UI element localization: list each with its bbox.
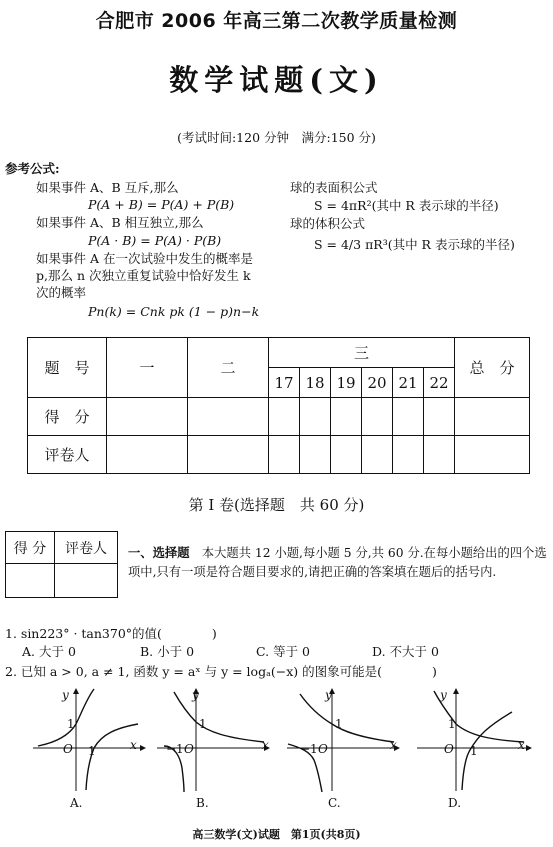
formula-left-line: P(A · B) = P(A) · P(B) <box>88 233 222 248</box>
graph-b-tick-x: −1 <box>166 742 184 756</box>
formula-left-line: 如果事件 A、B 相互独立,那么 <box>36 215 204 230</box>
formula-right-line: S = 4/3 πR³(其中 R 表示球的半径) <box>314 237 515 252</box>
grader-cell[interactable] <box>107 436 188 474</box>
exam-header-title: 合肥市 2006 年高三第二次教学质量检测 <box>95 10 458 32</box>
formula-left-line: 如果事件 A 在一次试验中发生的概率是 <box>36 251 253 266</box>
score-cell[interactable] <box>362 398 393 436</box>
graph-d-label: D. <box>448 796 462 810</box>
graph-d-tick-y: 1 <box>448 717 456 731</box>
score-cell[interactable] <box>300 398 331 436</box>
question-2-stem: 2. 已知 a > 0, a ≠ 1, 函数 y = aˣ 与 y = logₐ(−x) 的图象可能是( ) <box>5 664 437 679</box>
graph-b-x-axis-label: x <box>262 738 269 752</box>
score-cell[interactable] <box>331 398 362 436</box>
score-table <box>27 337 530 474</box>
exam-info: (考试时间:120 分钟 满分:150 分) <box>177 130 376 145</box>
formula-right-line: 球的表面积公式 <box>290 180 378 195</box>
page-footer: 高三数学(文)试题 第1页(共8页) <box>192 828 361 841</box>
instructions-block <box>128 543 548 582</box>
formula-left-line: 次的概率 <box>36 285 87 300</box>
question-1-option-c: C. 等于 0 <box>256 644 310 659</box>
grader-cell[interactable] <box>188 436 269 474</box>
formula-left-line: p,那么 n 次独立重复试验中恰好发生 k <box>36 268 251 283</box>
question-1-option-d: D. 不大于 0 <box>372 644 439 659</box>
sub-col-header: 18 <box>300 368 331 398</box>
row-header-question-number: 题 号 <box>28 338 107 398</box>
score-cell[interactable] <box>188 398 269 436</box>
formula-right-line: 球的体积公式 <box>290 216 366 231</box>
question-1-option-a: A. 大于 0 <box>22 644 76 659</box>
subject-title: 数学试题(文) <box>169 63 384 97</box>
grader-box <box>5 531 118 598</box>
col-header-part1: 一 <box>107 338 188 398</box>
graph-b-tick-y: 1 <box>199 717 207 731</box>
formula-right-line: S = 4πR²(其中 R 表示球的半径) <box>314 198 499 213</box>
grader-cell[interactable] <box>424 436 455 474</box>
section-title: 第 I 卷(选择题 共 60 分) <box>188 496 365 514</box>
grader-box-score-cell[interactable] <box>6 564 55 598</box>
graph-d-origin: O <box>444 742 454 756</box>
grader-cell[interactable] <box>393 436 424 474</box>
score-cell[interactable] <box>393 398 424 436</box>
instructions-label: 一、选择题 <box>128 545 190 560</box>
graph-c-tick-y: 1 <box>335 717 343 731</box>
graph-a-y-axis-label: y <box>62 688 69 702</box>
question-1-option-b: B. 小于 0 <box>140 644 195 659</box>
col-header-total: 总 分 <box>455 338 530 398</box>
formula-left-line: 如果事件 A、B 互斥,那么 <box>36 180 179 195</box>
grader-cell[interactable] <box>331 436 362 474</box>
graph-c-x-axis-label: x <box>390 738 397 752</box>
sub-col-header: 21 <box>393 368 424 398</box>
col-header-part3: 三 <box>269 338 455 368</box>
sub-col-header: 20 <box>362 368 393 398</box>
score-cell[interactable] <box>269 398 300 436</box>
graph-c-label: C. <box>328 796 341 810</box>
graph-b-y-axis-label: y <box>192 688 199 702</box>
grader-cell[interactable] <box>300 436 331 474</box>
graph-c-tick-x: −1 <box>300 742 318 756</box>
graph-a-tick-x: 1 <box>88 744 96 758</box>
graph-d-y-axis-label: y <box>440 688 447 702</box>
question-1-stem: 1. sin223° · tan370°的值( ) <box>5 626 217 641</box>
formula-left-line: P(A + B) = P(A) + P(B) <box>88 197 235 212</box>
score-cell[interactable] <box>424 398 455 436</box>
graph-d-x-axis-label: x <box>518 738 525 752</box>
row-header-score: 得 分 <box>28 398 107 436</box>
score-cell[interactable] <box>107 398 188 436</box>
graph-a-tick-y: 1 <box>67 717 75 731</box>
graph-c-origin: O <box>318 742 328 756</box>
graph-c-y-axis-label: y <box>325 688 332 702</box>
graph-b-label: B. <box>196 796 209 810</box>
grader-cell[interactable] <box>362 436 393 474</box>
grader-box-grader-label: 评卷人 <box>55 532 118 564</box>
grader-cell[interactable] <box>455 436 530 474</box>
score-cell[interactable] <box>455 398 530 436</box>
graph-b-origin: O <box>184 742 194 756</box>
graph-b <box>152 686 272 796</box>
sub-col-header: 19 <box>331 368 362 398</box>
col-header-part2: 二 <box>188 338 269 398</box>
grader-cell[interactable] <box>269 436 300 474</box>
graph-c <box>282 686 402 796</box>
grader-box-score-label: 得 分 <box>6 532 55 564</box>
grader-box-grader-cell[interactable] <box>55 564 118 598</box>
instructions-text: 本大题共 12 小题,每小题 5 分,共 60 分.在每小题给出的四个选项中,只有一项是符合题目要求的,请把正确的答案填在题后的括号内. <box>128 546 547 579</box>
graph-d-tick-x: 1 <box>470 744 478 758</box>
graph-a-x-axis-label: x <box>130 738 137 752</box>
formula-left-line: Pn(k) = Cnk pk (1 − p)n−k <box>88 304 260 319</box>
graph-a-label: A. <box>70 796 83 810</box>
row-header-grader: 评卷人 <box>28 436 107 474</box>
graph-a-origin: O <box>63 742 73 756</box>
sub-col-header: 22 <box>424 368 455 398</box>
formulas-heading: 参考公式: <box>5 161 60 176</box>
sub-col-header: 17 <box>269 368 300 398</box>
